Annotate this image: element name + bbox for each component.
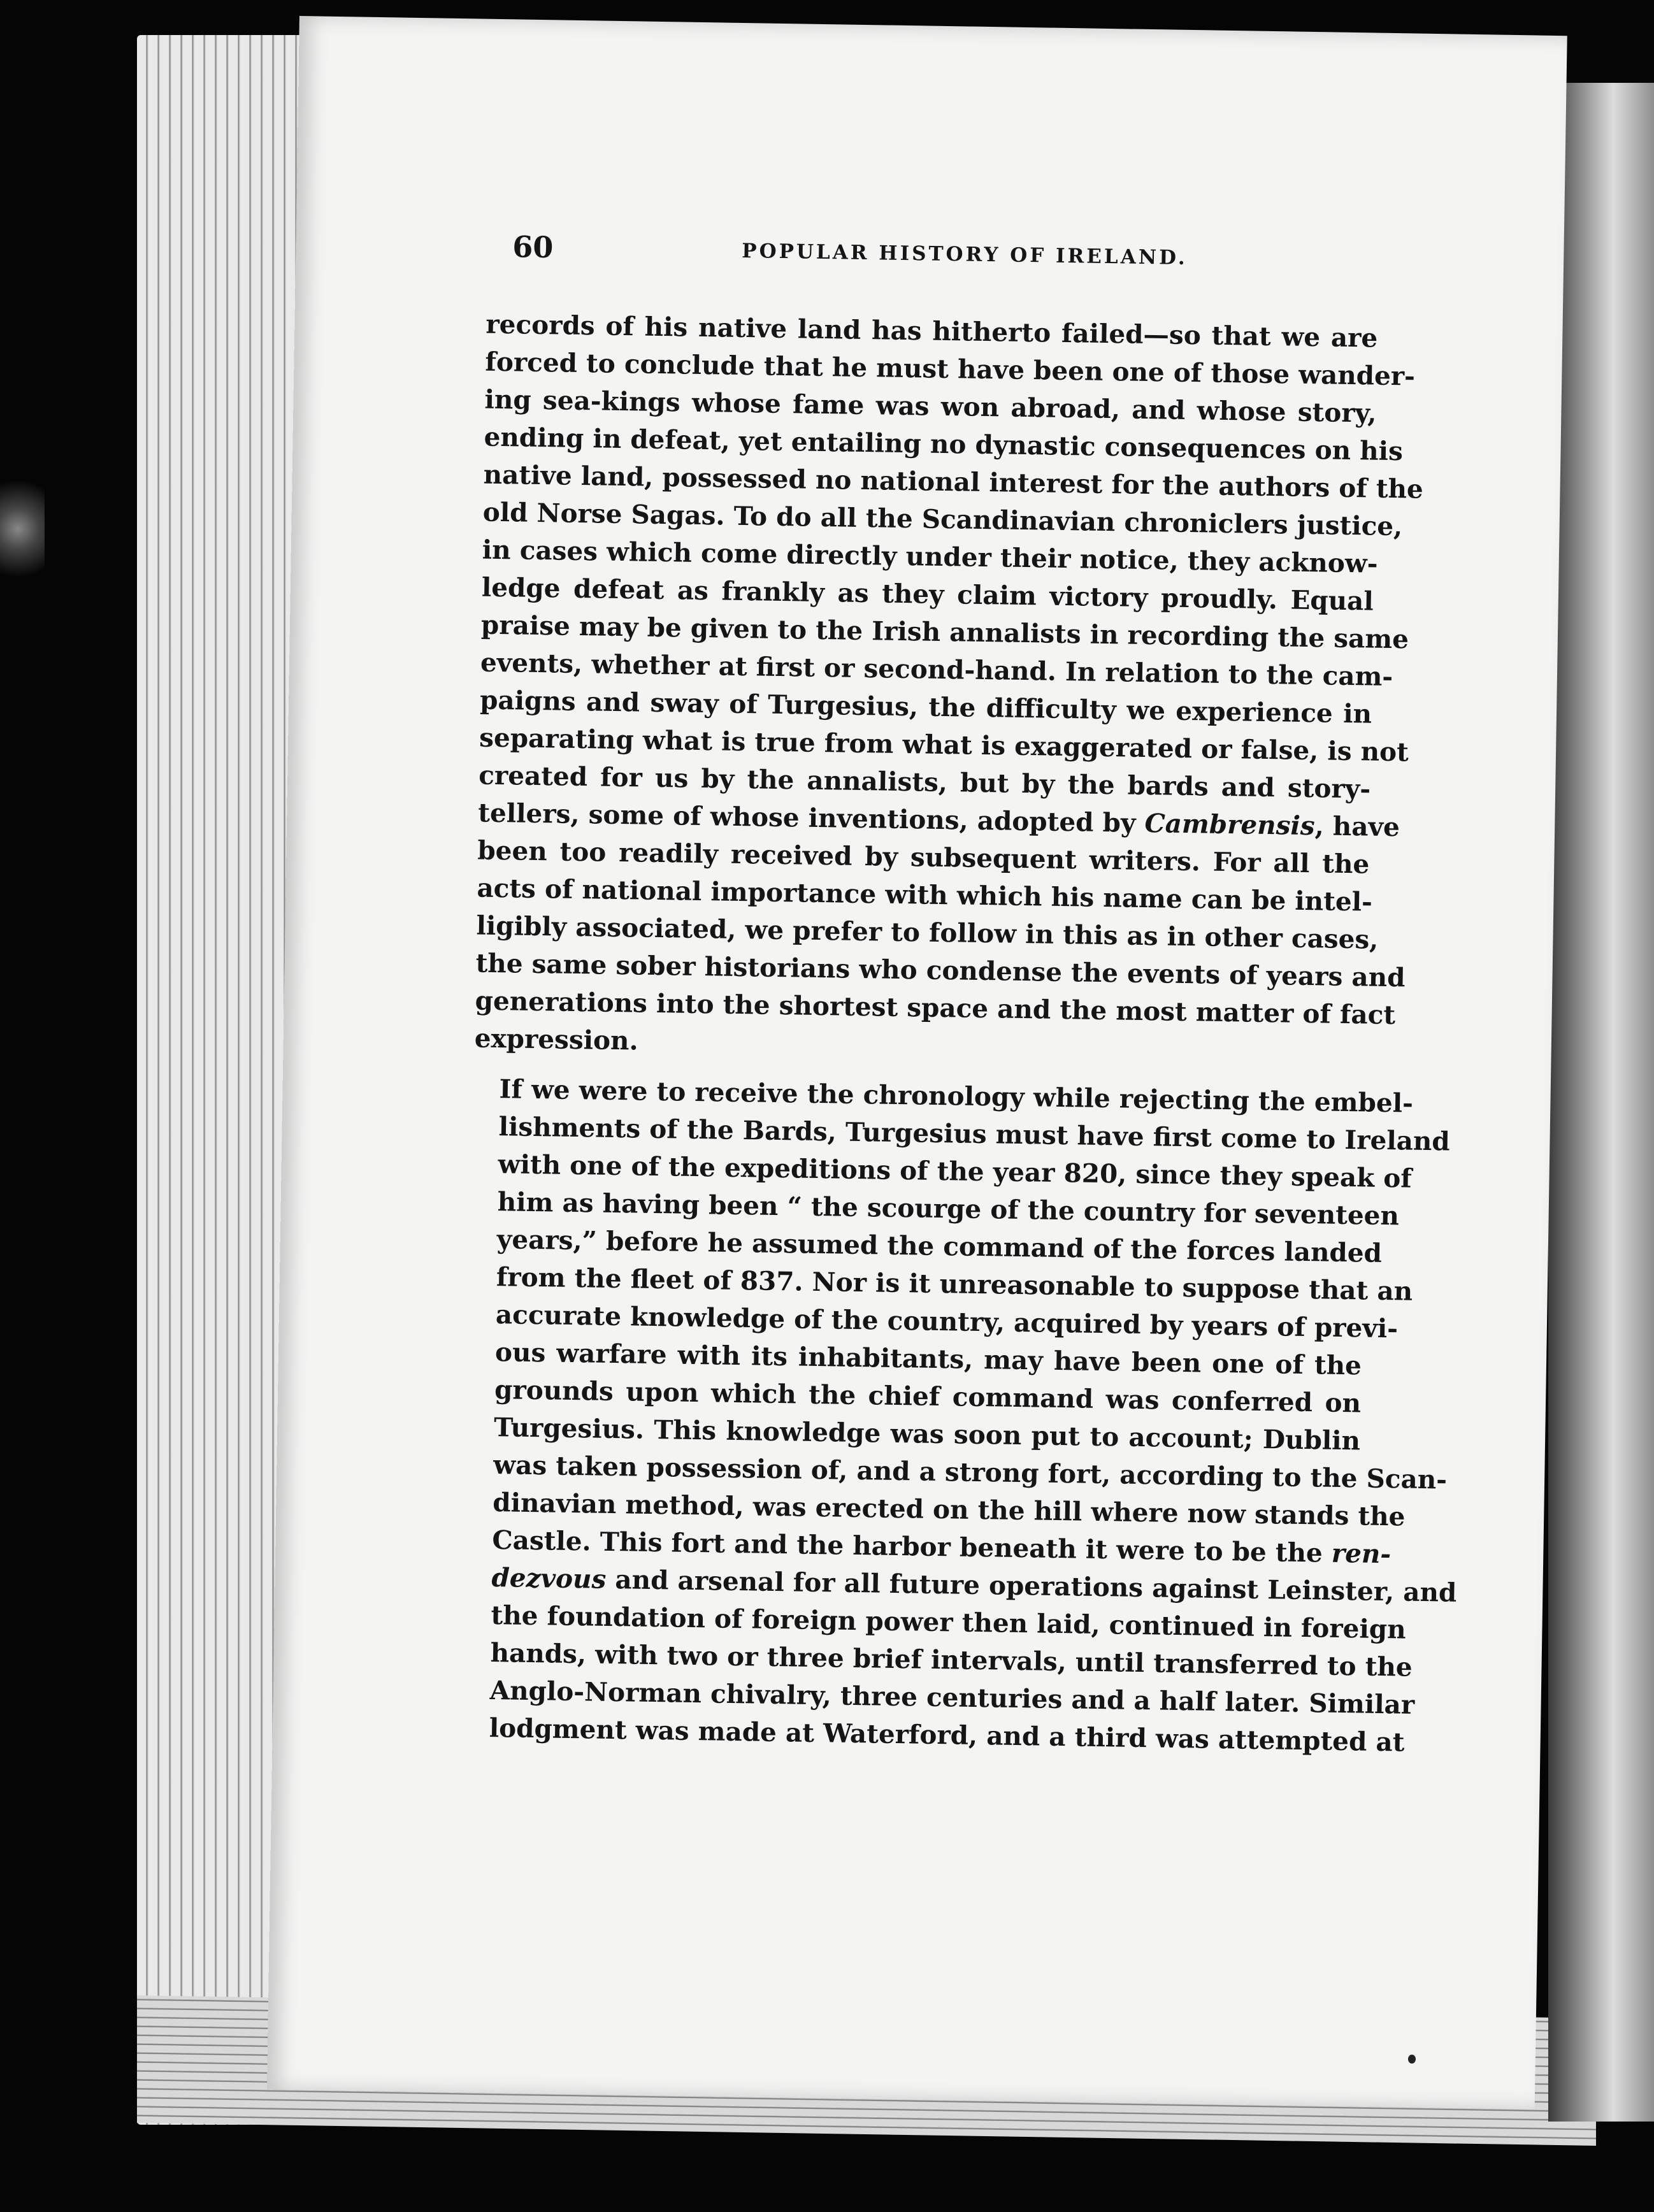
- text-line: forced to conclude that he must have been one of those wander-: [485, 346, 1416, 392]
- text-line: separating what is true from what is exaggerated or false, is not: [478, 722, 1409, 768]
- text-line: generations into the shortest space and the most matter of fact: [475, 985, 1396, 1031]
- italic-term: dezvous: [491, 1562, 607, 1595]
- text-line: was taken possession of, and a strong fort, according to the Scan-: [493, 1449, 1448, 1495]
- text-line: old Norse Sagas. To do all the Scandinavian chroniclers justice,: [482, 496, 1403, 542]
- page-content: [463, 229, 1457, 1761]
- text-line: created for us by the annalists, but by the bards and story-: [478, 759, 1371, 805]
- text-line: records of his native land has hitherto failed—so that we are: [485, 308, 1378, 354]
- scan-artifact: [0, 465, 45, 592]
- text-line: ing sea-kings whose fame was won abroad, and whose story,: [484, 384, 1377, 429]
- body-text: [463, 306, 1457, 1761]
- page-header: [486, 229, 1379, 301]
- text-line: from the fleet of 837. Nor is it unreasonable to suppose that an: [496, 1261, 1413, 1307]
- text-fragment: , have: [1314, 810, 1400, 843]
- text-line: ending in defeat, yet entailing no dynastic consequences on his: [484, 421, 1404, 467]
- page-gutter-shadow: [1548, 83, 1654, 2122]
- text-line: lodgment was made at Waterford, and a third was attempted at: [489, 1713, 1405, 1758]
- text-line: acts of national importance with which his name can be intel-: [477, 872, 1373, 917]
- text-fragment: Castle. This fort and the harbor beneath it were to be the: [492, 1525, 1332, 1569]
- text-line: been too readily received by subsequent writers. For all the: [477, 835, 1370, 880]
- text-line: hands, with two or three brief intervals, until transferred to the: [490, 1637, 1413, 1683]
- text-line: in cases which come directly under their notice, they acknow-: [482, 534, 1378, 579]
- paragraph-2: [463, 1070, 1457, 1761]
- page-number: 60: [512, 229, 554, 265]
- italic-term: ren-: [1331, 1537, 1392, 1570]
- text-line: lishments of the Bards, Turgesius must have first come to Ireland: [498, 1111, 1451, 1157]
- book-page: [267, 16, 1567, 2109]
- running-head: POPULAR HISTORY OF IRELAND.: [742, 239, 1188, 269]
- paragraph-1: [474, 306, 1424, 1072]
- text-line: Turgesius. This knowledge was soon put to account; Dublin: [493, 1412, 1361, 1456]
- text-line: grounds upon which the chief command was conferred on: [494, 1374, 1362, 1419]
- text-line: praise may be given to the Irish annalists in recording the same: [480, 609, 1409, 655]
- text-line: dinavian method, was erected on the hill where now stands the: [493, 1487, 1406, 1532]
- text-line: paigns and sway of Turgesius, the difficulty we experience in: [479, 684, 1372, 729]
- text-fragment: tellers, some of whose inventions, adopted by: [478, 797, 1145, 838]
- scan-speck: [1408, 2055, 1416, 2064]
- text-line: accurate knowledge of the country, acquired by years of previ-: [495, 1299, 1399, 1344]
- text-line: events, whether at first or second-hand. In relation to the cam-: [480, 647, 1393, 693]
- text-line: Anglo-Norman chivalry, three centuries and a half later. Similar: [489, 1675, 1415, 1720]
- text-line: expression.: [474, 1023, 639, 1056]
- text-fragment: and arsenal for all future operations against Leinster, and: [606, 1563, 1457, 1608]
- text-line: years,” before he assumed the command of the forces landed: [496, 1224, 1383, 1268]
- text-line: If we were to receive the chronology while rejecting the embel-: [499, 1074, 1414, 1119]
- text-line: him as having been “ the scourge of the country for seventeen: [497, 1186, 1400, 1232]
- text-line: ous warfare with its inhabitants, may have been one of the: [494, 1337, 1362, 1381]
- text-line: ligibly associated, we prefer to follow in this as in other cases,: [476, 910, 1379, 955]
- text-line: with one of the expeditions of the year 820, since they speak of: [498, 1149, 1413, 1194]
- text-line: native land, possessed no national interest for the authors of the: [483, 459, 1424, 505]
- text-line: the foundation of foreign power then laid, continued in foreign: [491, 1600, 1407, 1645]
- text-line: ledge defeat as frankly as they claim victory proudly. Equal: [481, 571, 1374, 617]
- text-line: the same sober historians who condense the events of years and: [475, 947, 1406, 993]
- italic-term: Cambrensis: [1144, 807, 1316, 842]
